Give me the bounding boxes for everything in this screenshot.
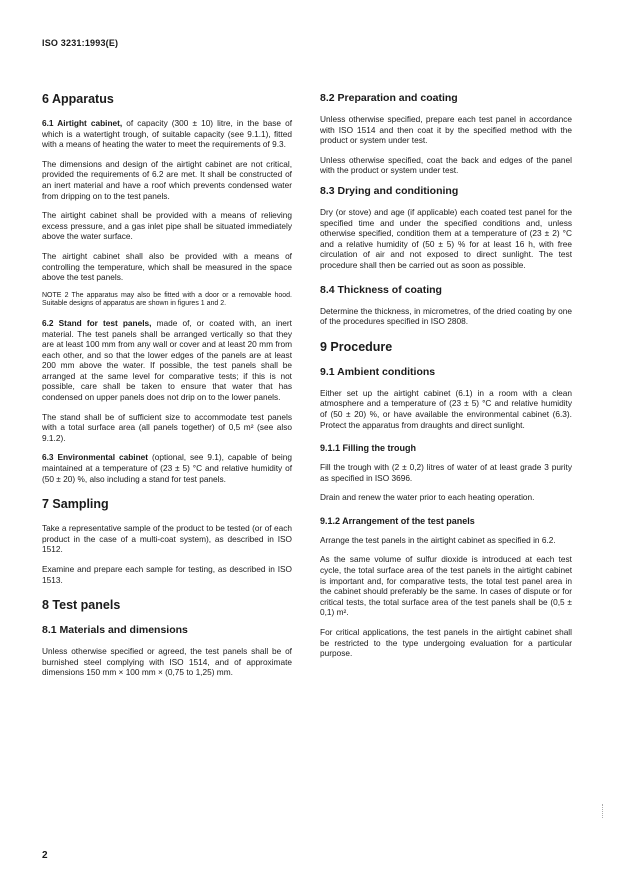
paragraph-6-1-dimensions: The dimensions and design of the airtight cabinet are not critical, provided the requirements of 6.2 are met. It shall be constructed of an inert material and have a roof which prevents condensed water from dripping on to the test panels.	[42, 158, 292, 201]
section-9-1-1-heading: 9.1.1 Filling the trough	[320, 443, 417, 454]
section-9-1-heading: 9.1 Ambient conditions	[320, 365, 436, 378]
paragraph-9-1-2-surface-area: As the same volume of sulfur dioxide is introduced at each test cycle, the total surface area of the test panels in the airtight cabinet is important and, for comparative tests, the total test panel area in the cabinet should preferably be the same. In cases of dispute or for critical tests, the total surface area of the test panels shall be (0,5 ± 0,1) m².	[320, 554, 572, 618]
left-column	[42, 92, 292, 687]
right-column	[320, 92, 572, 668]
paragraph-9-1-1-fill: Fill the trough with (2 ± 0,2) litres of water of at least grade 3 purity as specified in ISO 3696.	[320, 462, 572, 483]
paragraph-6-1	[42, 118, 292, 150]
section-9-1-2-heading: 9.1.2 Arrangement of the test panels	[320, 515, 475, 526]
paragraph-8-2-prepare: Unless otherwise specified, prepare each test panel in accordance with ISO 1514 and then coat it by the specified method with the product or system under test.	[320, 114, 572, 146]
section-8-3-heading: 8.3 Drying and conditioning	[320, 184, 459, 197]
paragraph-6-1-pressure: The airtight cabinet shall be provided with a means of relieving excess pressure, and a gas inlet pipe shall be situated immediately above the water surface.	[42, 210, 292, 242]
paragraph-8-3: Dry (or stove) and age (if applicable) each coated test panel for the specified time and under the specified conditions and, unless otherwise specified, condition them at a temperature of (23 ± 2) °C and a relative humidity of (50 ± 5) % for at least 16 h, with free circulation of air and not exposed to direct sunlight. The test procedure shall then be carried out as soon as possible.	[320, 206, 572, 270]
section-9-heading: 9 Procedure	[320, 339, 393, 354]
clause-6-2-text: made of, or coated with, an inert material. The test panels shall be arranged vertically so that they are at least 100 mm from any wall or cover and at least 20 mm from each other, and so that the lower edges of the panels are at least 200 mm above the water. If possible, the test panels shall be arranged at the same level for comparative tests; if this is not possible, care shall be taken to ensure that water that has condensed on upper panels does not drip on to the lower panels.	[42, 317, 292, 403]
clause-6-1-label: 6.1 Airtight cabinet,	[42, 118, 123, 128]
paragraph-9-1-2-critical: For critical applications, the test panels in the airtight cabinet shall be restricted to the type undergoing evaluation for a particular purpose.	[320, 627, 572, 659]
note-2: NOTE 2 The apparatus may also be fitted with a door or a removable hood. Suitable designs of apparatus are shown in figures 1 and 2.	[42, 291, 292, 308]
paragraph-8-2-back-edges: Unless otherwise specified, coat the back and edges of the panel with the product or system under test.	[320, 154, 572, 176]
margin-mark	[602, 804, 604, 818]
paragraph-8-4: Determine the thickness, in micrometres, of the dried coating by one of the procedures specified in ISO 2808.	[320, 305, 572, 327]
paragraph-7-sample: Take a representative sample of the product to be tested (or of each product in the case of a multi-coat system), as described in ISO 1512.	[42, 523, 292, 555]
section-7-heading: 7 Sampling	[42, 497, 109, 512]
section-8-heading: 8 Test panels	[42, 598, 121, 613]
paragraph-9-1: Either set up the airtight cabinet (6.1) in a room with a clean atmosphere and a temperature of (23 ± 5) °C and relative humidity of (50 ± 20) %, or have available the environmental cabinet (6.3). Protect the apparatus from draughts and direct sunlight.	[320, 387, 572, 430]
paragraph-7-examine: Examine and prepare each sample for testing, as described in ISO 1513.	[42, 564, 292, 585]
section-6-heading: 6 Apparatus	[42, 92, 114, 106]
paragraph-9-1-2-arrange: Arrange the test panels in the airtight cabinet as specified in 6.2.	[320, 534, 556, 545]
paragraph-9-1-1-drain: Drain and renew the water prior to each heating operation.	[320, 492, 535, 503]
paragraph-8-1: Unless otherwise specified or agreed, the test panels shall be of burnished steel complying with ISO 1514, and of approximate dimensions 150 mm × 100 mm × (0,75 to 1,25) mm.	[42, 646, 292, 678]
clause-6-3-text: (optional, see 9.1), capable of being maintained at a temperature of (23 ± 5) °C and relative humidity of (50 ± 20) %, also including a stand for test panels.	[42, 452, 292, 484]
clause-6-3-label: 6.3 Environmental cabinet	[42, 452, 149, 463]
document-id-header: ISO 3231:1993(E)	[42, 38, 119, 48]
section-8-2-heading: 8.2 Preparation and coating	[320, 92, 458, 104]
paragraph-6-3	[42, 452, 292, 484]
paragraph-6-2-stand-size: The stand shall be of sufficient size to accommodate test panels with a total surface area (all panels together) of 0,5 m² (see also 9.1.2).	[42, 411, 292, 443]
clause-6-2-label: 6.2 Stand for test panels,	[42, 317, 152, 328]
clause-6-1-text: of capacity (300 ± 10) litre, in the base of which is a watertight trough, of suitable capacity (see 9.1.1), fitted with a means of heating the water to meet the requirements of 9.3.	[42, 118, 292, 150]
paragraph-6-2	[42, 318, 292, 403]
section-8-4-heading: 8.4 Thickness of coating	[320, 283, 442, 296]
paragraph-6-1-temperature: The airtight cabinet shall also be provided with a means of controlling the temperature, which shall be measured in the space above the test panels.	[42, 250, 292, 283]
page-number: 2	[42, 850, 48, 861]
section-8-1-heading: 8.1 Materials and dimensions	[42, 624, 188, 637]
